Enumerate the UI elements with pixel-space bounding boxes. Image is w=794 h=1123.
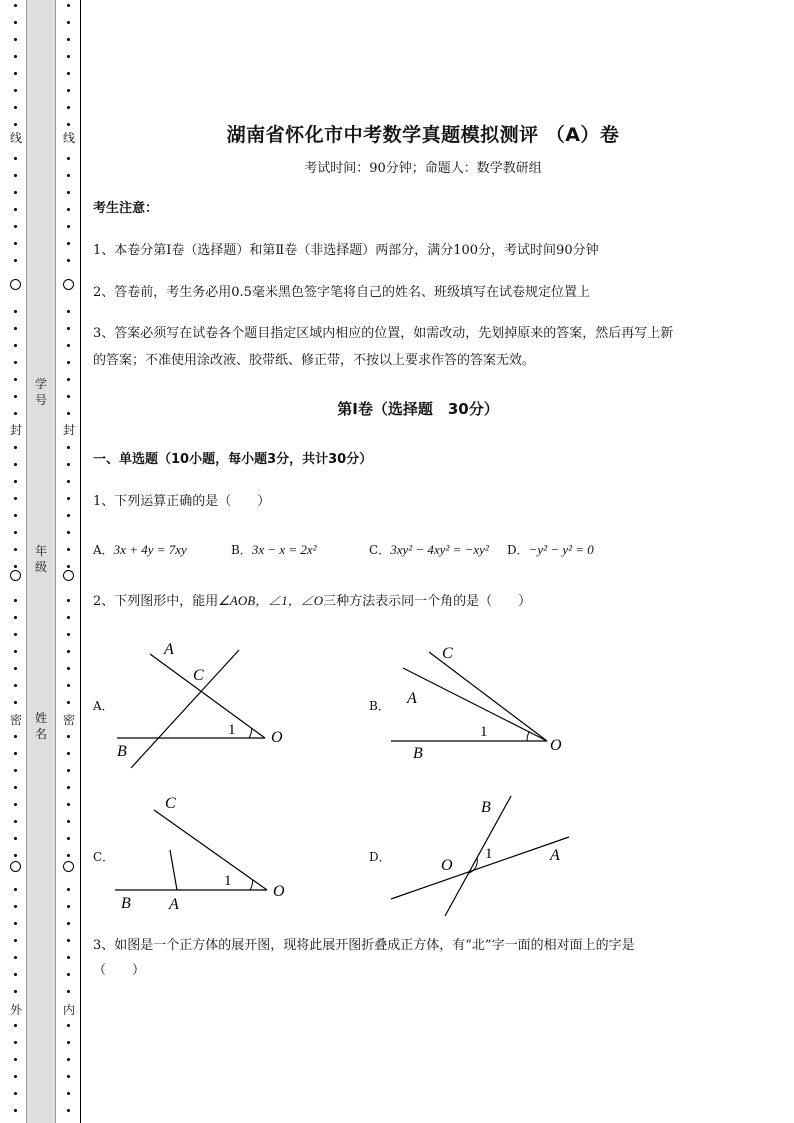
note-2: 2、答卷前，考生务必用0.5毫米黑色签字笔将自己的姓名、班级填写在试卷规定位置上 (93, 285, 590, 300)
label-A: A (164, 641, 174, 658)
dot (14, 378, 17, 381)
q1-stem: 1、下列运算正确的是（ ） (93, 494, 271, 509)
dot (67, 242, 70, 245)
dot (67, 38, 70, 41)
dot (14, 888, 17, 891)
dot (67, 667, 70, 670)
option-label: D． (507, 543, 529, 557)
dot (67, 174, 70, 177)
field-grade (26, 543, 56, 575)
dot (14, 412, 17, 415)
dot (67, 514, 70, 517)
dot (67, 412, 70, 415)
dot (14, 1109, 17, 1112)
label-O: O (441, 857, 453, 874)
dot (67, 548, 70, 551)
option-expr: 3x − x = 2x² (251, 542, 317, 557)
dot (67, 888, 70, 891)
dot (67, 922, 70, 925)
part-heading: 一、单选题（10小题，每小题3分，共计30分） (93, 452, 373, 467)
dot (67, 939, 70, 942)
dot (67, 701, 70, 704)
label-1: 1 (485, 846, 493, 862)
dot (67, 837, 70, 840)
dot (14, 21, 17, 24)
dot (14, 259, 17, 262)
dot (14, 72, 17, 75)
q2-figure-a (107, 632, 297, 772)
dot (67, 395, 70, 398)
left-dotted-line (10, 0, 22, 1123)
dot (67, 1024, 70, 1027)
binding-hole-icon (10, 279, 21, 290)
binding-mark: 外 (9, 1003, 22, 1017)
q2-stem: 2、下列图形中，能用∠AOB，∠1，∠O三种方法表示同一个角的是（ ） (93, 593, 532, 609)
dot (14, 1058, 17, 1061)
label-O: O (273, 883, 285, 900)
notes-heading: 考生注意： (93, 201, 159, 216)
field-label: 学号 (34, 377, 47, 407)
dot (14, 106, 17, 109)
dot (67, 1041, 70, 1044)
field-student-id (26, 376, 56, 408)
dot (67, 378, 70, 381)
field-label: 年级 (34, 544, 47, 574)
dot (14, 446, 17, 449)
label-B: B (413, 745, 423, 762)
dot (14, 361, 17, 364)
dot (67, 599, 70, 602)
dot (67, 531, 70, 534)
field-name (26, 710, 56, 742)
dot (14, 667, 17, 670)
option-label: C． (369, 543, 391, 557)
q2-figure-c (107, 792, 297, 922)
dot (14, 89, 17, 92)
dot (67, 157, 70, 160)
dot (14, 38, 17, 41)
dot (67, 225, 70, 228)
dot (14, 565, 17, 568)
dot (14, 1024, 17, 1027)
label-C: C (442, 645, 453, 662)
dot (67, 106, 70, 109)
dot (14, 310, 17, 313)
label-B: B (481, 799, 491, 816)
dot (14, 395, 17, 398)
dot (67, 208, 70, 211)
dot (14, 616, 17, 619)
dot (67, 633, 70, 636)
dot (14, 1041, 17, 1044)
dot (14, 55, 17, 58)
margin-border-line (80, 0, 81, 1123)
dot (67, 803, 70, 806)
dot (67, 684, 70, 687)
option-expr: 3xy² − 4xy² = −xy² (390, 542, 489, 557)
q2-label-d: D． (369, 850, 391, 864)
dot (14, 242, 17, 245)
binding-mark: 封 (9, 423, 22, 437)
binding-mark: 密 (9, 713, 22, 727)
dot (14, 922, 17, 925)
field-label: 姓名 (34, 711, 47, 741)
dot (67, 21, 70, 24)
dot (14, 157, 17, 160)
label-O: O (271, 729, 283, 746)
dot (14, 123, 17, 126)
dot (14, 905, 17, 908)
dot (14, 769, 17, 772)
dot (14, 820, 17, 823)
dot (14, 225, 17, 228)
label-B: B (117, 743, 127, 760)
binding-mark: 密 (62, 713, 75, 727)
dot (67, 344, 70, 347)
note-3-cont: 的答案；不准使用涂改液、胶带纸、修正带，不按以上要求作答的答案无效。 (93, 353, 536, 368)
q1-option-a (93, 541, 187, 558)
label-A: A (407, 690, 417, 707)
dot (67, 4, 70, 7)
dot (14, 956, 17, 959)
dot (67, 854, 70, 857)
dot (14, 837, 17, 840)
dot (14, 208, 17, 211)
dot (67, 956, 70, 959)
binding-margin (0, 0, 86, 1123)
dot (14, 752, 17, 755)
dot (67, 735, 70, 738)
label-1: 1 (224, 873, 232, 889)
q3-stem: 3、如图是一个正方体的展开图，现将此展开图折叠成正方体，有“北”字一面的相对面上的字是 (93, 938, 635, 953)
q1-option-d (507, 541, 594, 558)
dot (14, 1075, 17, 1078)
label-A: A (550, 847, 560, 864)
dot (14, 599, 17, 602)
dot (67, 1058, 70, 1061)
exam-subtitle: 考试时间：90分钟；命题人：数学教研组 (304, 161, 542, 176)
dot (14, 463, 17, 466)
dot (67, 752, 70, 755)
dot (67, 1109, 70, 1112)
dot (67, 72, 70, 75)
binding-hole-icon (10, 861, 21, 872)
q1-option-c (369, 541, 489, 558)
label-C: C (193, 667, 204, 684)
dot (67, 89, 70, 92)
dot (14, 497, 17, 500)
dot (67, 616, 70, 619)
dot (14, 548, 17, 551)
option-label: B． (231, 543, 252, 557)
dot (14, 650, 17, 653)
dot (14, 854, 17, 857)
binding-mark: 封 (62, 423, 75, 437)
q3-stem-cont: （ ） (93, 963, 146, 978)
dot (67, 480, 70, 483)
dot (67, 650, 70, 653)
q1-option-b (231, 541, 317, 558)
dot (14, 939, 17, 942)
binding-mark: 线 (9, 131, 22, 145)
dot (67, 327, 70, 330)
dot (14, 684, 17, 687)
dot (67, 446, 70, 449)
dot (67, 786, 70, 789)
dot (14, 633, 17, 636)
q2-label-a: A． (93, 699, 114, 713)
dot (14, 973, 17, 976)
q2-figure-d (389, 792, 579, 922)
label-1: 1 (228, 722, 236, 738)
label-B: B (121, 895, 131, 912)
binding-hole-icon (63, 570, 74, 581)
binding-hole-icon (10, 570, 21, 581)
dot (14, 480, 17, 483)
dot (67, 361, 70, 364)
note-3: 3、答案必须写在试卷各个题目指定区域内相应的位置，如需改动，先划掉原来的答案，然后再写上新 (93, 326, 674, 341)
exam-title: 湖南省怀化市中考数学真题模拟测评 （A）卷 (226, 124, 620, 146)
q2-label-b: B． (369, 699, 390, 713)
dot (14, 191, 17, 194)
option-label: A． (93, 543, 114, 557)
label-1: 1 (480, 724, 488, 740)
section-title: 第I卷（选择题 30分） (337, 400, 499, 418)
dot (67, 565, 70, 568)
dot (14, 701, 17, 704)
label-A: A (169, 896, 179, 913)
q2-label-c: C． (93, 850, 115, 864)
dot (67, 973, 70, 976)
dot (67, 769, 70, 772)
dot (67, 497, 70, 500)
binding-hole-icon (63, 861, 74, 872)
dot (67, 123, 70, 126)
dot (67, 1092, 70, 1095)
dot (14, 803, 17, 806)
dot (67, 259, 70, 262)
dot (67, 1075, 70, 1078)
dot (67, 463, 70, 466)
label-O: O (550, 737, 562, 754)
note-1: 1、本卷分第I卷（选择题）和第Ⅱ卷（非选择题）两部分，满分100分，考试时间90分钟 (93, 243, 599, 258)
option-expr: −y² − y² = 0 (528, 542, 594, 557)
q2-figure-b (389, 640, 579, 770)
binding-hole-icon (63, 279, 74, 290)
binding-mark: 线 (62, 131, 75, 145)
dot (67, 310, 70, 313)
binding-mark: 内 (62, 1003, 75, 1017)
dot (14, 4, 17, 7)
dot (14, 514, 17, 517)
dot (14, 1092, 17, 1095)
dot (14, 531, 17, 534)
dot (14, 344, 17, 347)
dot (14, 174, 17, 177)
option-expr: 3x + 4y = 7xy (113, 542, 187, 557)
dot (67, 820, 70, 823)
dot (14, 327, 17, 330)
dot (67, 191, 70, 194)
dot (67, 905, 70, 908)
dot (67, 55, 70, 58)
dot (67, 990, 70, 993)
dot (14, 786, 17, 789)
label-C: C (165, 795, 176, 812)
right-dotted-line (63, 0, 75, 1123)
dot (14, 990, 17, 993)
dot (14, 735, 17, 738)
